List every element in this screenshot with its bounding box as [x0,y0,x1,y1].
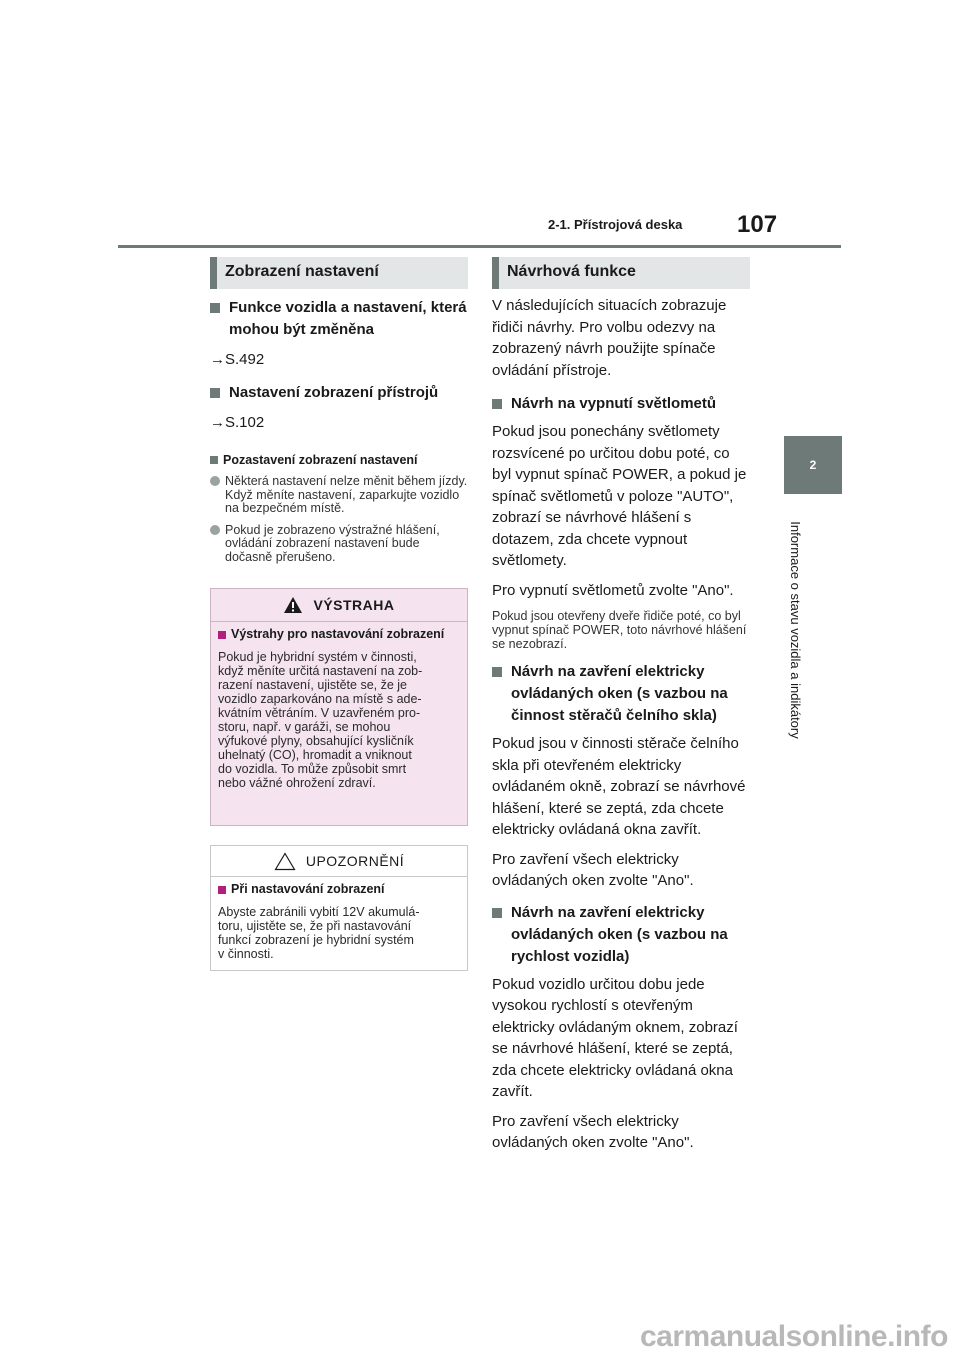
item-heading-text: Nastavení zobrazení přístrojů [229,384,439,401]
square-bullet-icon [218,886,226,894]
paragraph: Pro vypnutí světlometů zvolte "Ano". [492,581,734,599]
page-number: 107 [737,211,778,238]
right-column [492,295,752,1162]
square-bullet-icon [210,303,220,313]
paragraph: Pokud vozidlo určitou dobu jede vysokou rychlostí s otevřeným elektricky ovládaným oknem, zobrazí se návrhové hlášení, které se zeptá, zda chcete elektricky ovládaná okna zavřít. [492,975,738,1100]
caution-text: Abyste zabránili vybití 12V akumulá- toru, ujistěte se, že při nastavování funkcí zobrazení je hybridní systém v činnosti. [218,904,420,961]
caution-sub-heading-text: Při nastavování zobrazení [231,882,385,896]
item-heading [492,902,752,968]
item-heading [210,382,468,404]
header-rule [118,245,841,248]
item-heading [492,393,752,415]
watermark-logo: carmanualsonline.info [640,1320,948,1353]
square-bullet-icon [210,456,218,464]
square-bullet-icon [492,667,502,677]
paragraph: Pokud jsou v činnosti stěrače čelního skla při otevřeném elektricky ovládaném okně, zobrazí se návrhové hlášení, které se zeptá, zda chcete elektricky ovládaná okna zavřít. [492,735,746,838]
item-heading-text: Návrh na zavření elektricky ovládaných oken (s vazbou na činnost stěračů čelního skla) [511,663,728,724]
square-bullet-icon [210,388,220,398]
paragraph: Pro zavření všech elektricky ovládaných oken zvolte "Ano". [492,850,694,889]
circle-bullet-icon [210,476,220,486]
intro-paragraph: V následujících situacích zobrazuje řidiči návrhy. Pro volbu odezvy na zobrazený návrh použijte spínače ovládání přístroje. [492,297,727,379]
item-heading-text: Návrh na zavření elektricky ovládaných oken (s vazbou na rychlost vozidla) [511,903,728,965]
list-item [210,524,468,565]
caution-sub-heading [218,883,460,897]
warning-text: Pokud je hybridní systém v činnosti, když měníte určitá nastavení na zob- razení nastavení, ujistěte se, že je vozidlo zaparkováno na místě s ade- kvátním větráním. V uzavřeném pro- storu, např. v garáži, se mohou výfukové plyny, obsahující kysličník uhelnatý (CO), hromadit a vniknout do vozidla. To může způsobit smrt nebo vážné ohrožení zdraví. [218,649,423,790]
paragraph: Pokud jsou ponechány světlomety rozsvícené po určitou dobu poté, co byl vypnut spínač POWER, a pokud je spínač světlometů v poloze "AUTO", zobrazí se návrhové hlášení s dotazem, zda chcete vypnout světlomety. [492,423,747,569]
caution-box [210,845,468,971]
warning-title: VÝSTRAHA [313,597,395,613]
list-item [210,475,468,516]
warning-triangle-icon [283,596,303,614]
square-bullet-icon [492,399,502,409]
list-item-text: Některá nastavení nelze měnit během jízdy. Když měníte nastavení, zaparkujte vozidlo na bezpečném místě. [225,474,468,515]
square-bullet-icon [218,631,226,639]
warning-header [211,589,467,622]
note-text: Pokud jsou otevřeny dveře řidiče poté, co byl vypnut spínač POWER, toto návrhové hlášení se nezobrazí. [492,609,747,651]
page-reference-link[interactable]: →S.492 [210,351,265,368]
caution-triangle-icon [274,852,296,871]
item-heading [210,297,468,341]
warning-box [210,588,468,826]
item-heading [492,661,752,727]
sub-heading-text: Pozastavení zobrazení nastavení [223,453,418,467]
caution-title: UPOZORNĚNÍ [305,853,405,869]
warning-sub-heading [218,628,460,642]
page-reference-link[interactable]: →S.102 [210,414,265,431]
chapter-tab: 2 [784,436,842,494]
section-title-settings: Zobrazení nastavení [210,257,468,289]
paragraph: Pro zavření všech elektricky ovládaných oken zvolte "Ano". [492,1112,694,1151]
list-item-text: Pokud je zobrazeno výstražné hlášení, ovládání zobrazení nastavení bude dočasně přerušeno. [225,522,440,564]
warning-sub-heading-text: Výstrahy pro nastavování zobrazení [231,627,445,641]
item-heading-text: Funkce vozidla a nastavení, která mohou být změněna [229,299,467,338]
section-title-suggestions: Návrhová funkce [492,257,750,289]
item-heading-text: Návrh na vypnutí světlometů [511,395,717,412]
circle-bullet-icon [210,525,220,535]
chapter-side-label: Informace o stavu vozidla a indikátory [788,521,803,739]
sub-heading [210,453,468,467]
square-bullet-icon [492,908,502,918]
running-header: 2-1. Přístrojová deska [548,217,683,232]
caution-header [211,846,467,877]
left-column [210,297,468,572]
